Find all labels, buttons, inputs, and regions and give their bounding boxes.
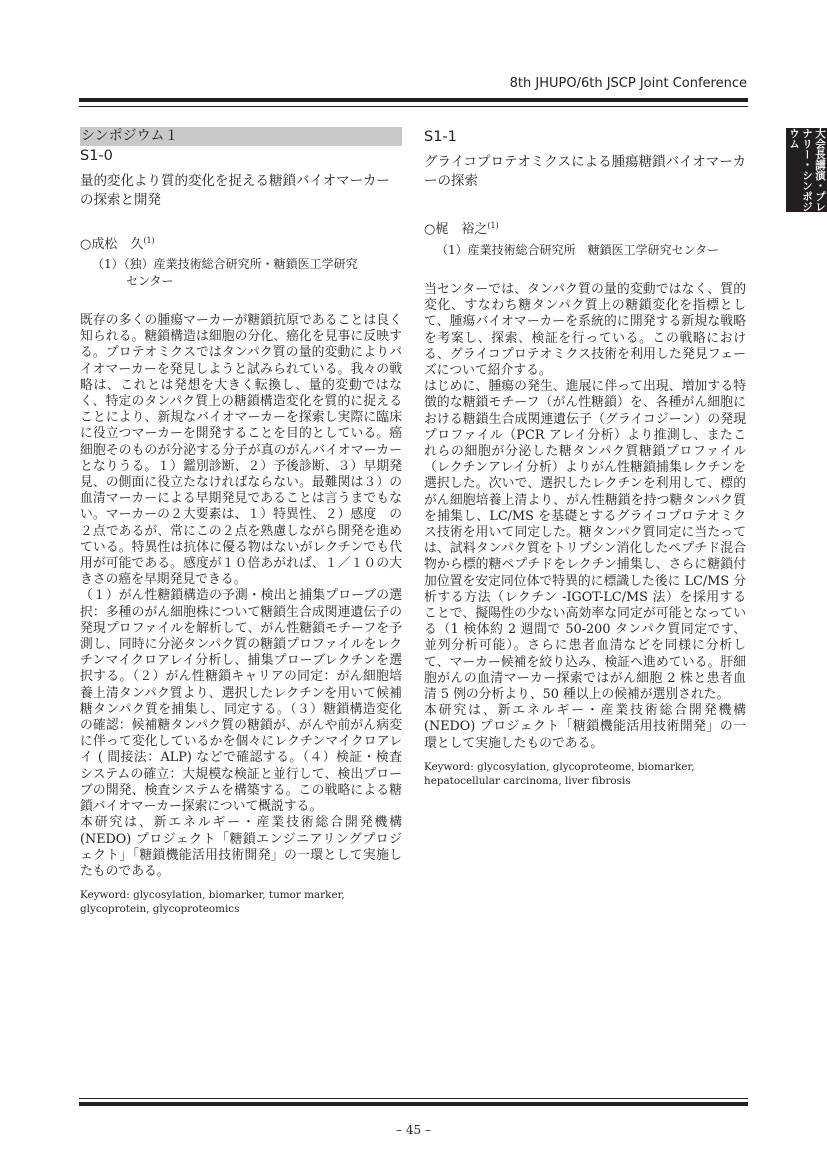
abstract-title: グライコプロテオミクスによる腫瘍糖鎖バイオマーカーの探索 bbox=[424, 154, 746, 189]
author-affil-mark: (1) bbox=[143, 236, 155, 245]
abstract-body bbox=[80, 313, 402, 880]
footer-rule-thick bbox=[79, 1102, 748, 1106]
body-paragraph: 本研究は、新エネルギー・産業技術総合開発機構 (NEDO) プロジェクト「糖鎖エンジニアリングプロジェクト」「糖鎖機能活用技術開発」の一環として実施したものである。 bbox=[80, 815, 402, 879]
abstract-code: S1-1 bbox=[424, 129, 457, 145]
abstract-code: S1-0 bbox=[80, 148, 113, 164]
body-paragraph: 本研究は、新エネルギー・産業技術総合開発機構 (NEDO) プロジェクト「糖鎖機能活用技術開発」の一環として実施したものである。 bbox=[424, 703, 746, 751]
abstract-s1-1 bbox=[424, 127, 746, 788]
footer-rule-thin bbox=[79, 1098, 748, 1099]
keywords: Keyword: glycosylation, glycoproteome, biomarker, hepatocellular carcinoma, liver fibrosis bbox=[424, 760, 695, 787]
body-paragraph: 既存の多くの腫瘍マーカーが糖鎖抗原であることは良く知られる。糖鎖構造は細胞の分化、癌化を見事に反映する。プロテオミクスではタンパク質の量的変動によりバイオマーカーを発見しようと試みられている。我々の戦略は、これとは発想を大きく転換し、量的変動ではなく、特定のタンパク質上の糖鎖構造変化を質的に捉えることにより、新規なバイオマーカーを探索し実際に臨床に役立つマーカーを開発することを目的としている。癌細胞そのものが分泌する分子が真のがんバイオマーカーとなりうる。１）鑑別診断、２）予後診断、３）早期発見、の側面に役立たなければならない。最難関は３）の血清マーカーによる早期発見であることは言うまでもない。マーカーの２大要素は、１）特異性、２）感度 の２点であるが、常にこの２点を熟慮しながら開発を進めている。特異性は抗体に優る物はないがレクチンでも代用が可能である。感度が１０倍あがれば、１／１０の大きさの癌を早期発見できる。 bbox=[80, 313, 402, 588]
keywords: Keyword: glycosylation, biomarker, tumor marker, glycoprotein, glycoproteomics bbox=[80, 889, 345, 916]
section-side-tab: 大会長講演・プレナリー・シンポジウム bbox=[788, 128, 826, 212]
body-paragraph: （１）がん性糖鎖構造の予測・検出と捕集プローブの選択：多種のがん細胞株について糖鎖生合成関連遺伝子の発現プロファイルを解析して、がん性糖鎖モチーフを予測し、同時に分泌タンパク質の糖鎖プロファイルをレクチンマイクロアレイ分析し、捕集プローブレクチンを選択する。（２）がん性糖鎖キャリアの同定：がん細胞培養上清タンパク質より、選択したレクチンを用いて候補糖タンパク質を捕集し、同定する。（３）糖鎖構造変化の確認：候補糖タンパク質の糖鎖が、がんや前がん病変に伴って変化しているかを個々にレクチンマイクロアレイ ( 間接法：ALP) などで確認する。（４）検証・検査システムの確立：大規模な検証と並行して、検出プローブの開発、検査システムを構築する。この戦略による糖鎖バイオマーカー探索について概説する。 bbox=[80, 588, 402, 815]
author-name: ○成松 久 bbox=[80, 237, 144, 252]
abstract-body bbox=[424, 282, 746, 752]
conference-title: 8th JHUPO/6th JSCP Joint Conference bbox=[509, 76, 747, 91]
abstract-s1-0 bbox=[80, 127, 402, 916]
body-paragraph: 当センターでは、タンパク質の量的変動ではなく、質的変化、すなわち糖タンパク質上の糖鎖変化を指標として、腫瘍バイオマーカーを系統的に開発する新規な戦略を考案し、探索、検証を行っている。この戦略における、グライコプロテオミクス技術を利用した発見フェーズについて紹介する。 bbox=[424, 282, 746, 379]
symposium-header: シンポジウム１ bbox=[80, 127, 402, 146]
author-name: ○梶 裕之 bbox=[424, 222, 488, 237]
header-rule-thick bbox=[79, 98, 748, 102]
author-line bbox=[80, 232, 402, 254]
author-line bbox=[424, 217, 746, 239]
author-affil-mark: (1) bbox=[487, 221, 499, 230]
page-number: – 45 – bbox=[396, 1123, 431, 1137]
affiliation: （1）産業技術総合研究所 糖鎖医工学研究センター bbox=[436, 243, 720, 257]
abstract-title: 量的変化より質的変化を捉える糖鎖バイオマーカーの探索と開発 bbox=[80, 173, 390, 208]
affiliation-cont: センター bbox=[126, 274, 174, 288]
header-rule-thin bbox=[79, 106, 748, 107]
body-paragraph: はじめに、腫瘍の発生、進展に伴って出現、増加する特徴的な糖鎖モチーフ（がん性糖鎖）を、各種がん細胞における糖鎖生合成関連遺伝子（グライコジーン）の発現プロファイル（PCR アレイ分析）より推測し、またこれらの細胞が分泌した糖タンパク質糖鎖プロファイル（レクチンアレイ分析）よりがん性糖鎖捕集レクチンを選択した。次いで、選択したレクチンを利用して、標的がん細胞培養上清より、がん性糖鎖を持つ糖タンパク質を捕集し、LC/MS を基礎とするグライコプロテオミクス技術を用いて同定した。糖タンパク質同定に当たっては、試料タンパク質をトリプシン消化したペプチド混合物から標的糖ペプチドをレクチン捕集し、さらに糖鎖付加位置を安定同位体で特異的に標識した後に LC/MS 分析する方法（レクチン -IGOT-LC/MS 法）を採用することで、擬陽性の少ない高効率な同定が可能となっている（1 検体約 2 週間で 50-200 タンパク質同定です、並列分析可能）。さらに患者血清などを同様に分析して、マーカー候補を絞り込み、検証へ進めている。肝細胞がんの血清マーカー探索ではがん細胞 2 株と患者血清 5 例の分析より、50 種以上の候補が選別された。 bbox=[424, 379, 746, 703]
affiliation: （1）（独）産業技術総合研究所・糖鎖医工学研究 bbox=[92, 257, 358, 271]
